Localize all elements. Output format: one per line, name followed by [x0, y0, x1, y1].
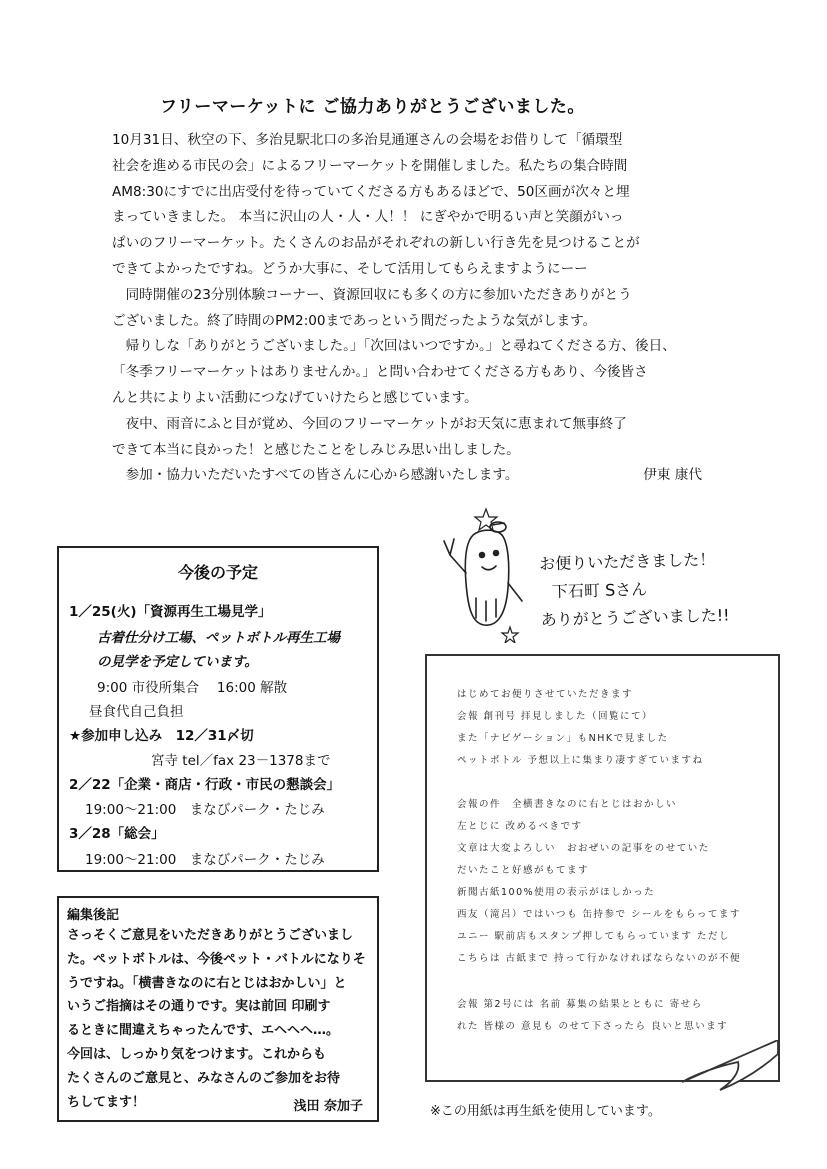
letter-line: 会報 第2号には 名前 募集の結果とともに 寄せら: [457, 999, 703, 1010]
schedule-item-1-date: 1／25(火)「資源再生工場見学」: [69, 604, 272, 620]
postscript-line: いうご指摘はその通りです。実は前回 印刷す: [67, 999, 331, 1015]
schedule-item-2-date: 2／22「企業・商店・行政・市民の懇談会」: [69, 777, 341, 793]
postscript-title: 編集後記: [67, 908, 120, 923]
article-line: 同時開催の23分別体験コーナー、資源回収にも多くの方に参加いただきありがとう: [112, 286, 632, 303]
article-line: できて本当に良かった！と感じたことをしみじみ思い出しました。: [112, 441, 520, 458]
postscript-line: うですね。「横書きなのに右とじはおかしい」と: [67, 975, 347, 991]
page-curl-icon: [680, 1040, 780, 1100]
schedule-box: [57, 546, 379, 872]
schedule-item-1-time: 9:00 市役所集合 16:00 解散: [97, 680, 288, 696]
letter-line: 文章は大変よろしい おおぜいの記事をのせていた: [457, 843, 710, 854]
article-line: 「冬季フリーマーケットはありませんか。」と問い合わせてくださる方もあり、今後皆さ: [112, 364, 648, 381]
reader-letter: [425, 654, 780, 1082]
postscript-line: るときに間違えちゃったんです、エヘヘヘ…。: [67, 1023, 339, 1039]
postscript-body: [67, 924, 373, 1114]
letter-line: はじめてお便りさせていただきます: [457, 689, 634, 700]
article-line: んと共によりよい活動につなげていけたらと感じています。: [112, 389, 478, 406]
article-author: 伊東 康代: [643, 467, 702, 484]
letter-line: 西友（滝呂）ではいつも 缶持参で シールをもらってます: [457, 909, 741, 920]
bottle-mascot-icon: [436, 503, 536, 643]
letter-line: 新聞古紙100%使用の表示がほしかった: [457, 887, 656, 898]
article-title: フリーマーケットに ご協力ありがとうございました。: [160, 97, 585, 117]
article-line: ございました。終了時間のPM2:00まであっという間だったような気がします。: [112, 312, 597, 329]
schedule-contact: 宮寺 tel／fax 23－1378まで: [151, 753, 331, 769]
article-line: まっていきました。 本当に沢山の人・人・人！！ にぎやかで明るい声と笑顔がいっ: [112, 209, 624, 226]
letter-line: ペットボトル 予想以上に集まり凄すぎていますね: [457, 755, 704, 766]
postscript-line: ちしてます！: [67, 1094, 146, 1110]
article-line: できてよかったですね。どうか大事に、そして活用してもらえますようにーー: [112, 260, 588, 277]
article-body: [112, 128, 732, 489]
article-line: 夜中、雨音にふと目が覚め、今回のフリーマーケットがお天気に恵まれて無事終了: [112, 415, 627, 432]
article-line: 10月31日、秋空の下、多治見駅北口の多治見通運さんの会場をお借りして「循環型: [112, 132, 623, 148]
schedule-item-1-desc: 古着仕分け工場、ペットボトル再生工場: [97, 630, 340, 646]
mail-heading-line: お便りいただきました！: [539, 549, 716, 574]
article-closing: 参加・協力いただいたすべての皆さんに心から感謝いたします。: [112, 467, 519, 484]
schedule-item-1-lunch: 昼食代自己負担: [89, 704, 184, 720]
letter-line: だいたこと好感がもてます: [457, 865, 590, 876]
letter-line: れた 皆様の 意見も のせて下さったら 良いと思います: [457, 1021, 729, 1032]
postscript-author: 浅田 奈加子: [293, 1099, 363, 1114]
postscript-line: 今回は、しっかり気をつけます。これからも: [67, 1046, 326, 1062]
schedule-item-3-time: 19:00～21:00 まなびパーク・たじみ: [85, 852, 325, 868]
letter-line: こちらは 古紙まで 持って行かなければならないのが不便: [457, 953, 742, 964]
recycled-paper-note: ※この用紙は再生紙を使用しています。: [430, 1104, 661, 1119]
letter-line: 会報 創刊号 拝見しました（回覧にて）: [457, 711, 654, 722]
schedule-item-3-date: 3／28「総会」: [69, 826, 165, 842]
letter-line: また「ナビゲーション」もNHKで見ました: [457, 733, 669, 744]
schedule-item-1-desc: の見学を予定しています。: [97, 654, 258, 670]
letter-line: 左とじに 改めるべきです: [457, 821, 583, 832]
mail-heading-line: ありがとうございました!!: [540, 605, 730, 630]
postscript-line: さっそくご意見をいただきありがとうございまし: [67, 928, 354, 943]
article-line: AM8:30にすでに出店受付を待っていてくださる方もあるほどで、50区画が次々と埋: [112, 183, 630, 200]
article-line: 帰りしな「ありがとうございました。」「次回はいつですか。」と尋ねてくださる方、後日、: [112, 338, 676, 355]
mail-heading-line: 下石町 Sさん: [551, 579, 648, 602]
postscript-line: たくさんのご意見と、みなさんのご参加をお待: [67, 1070, 341, 1086]
postscript-line: た。ペットボトルは、今後ペット・バトルになりそ: [67, 951, 366, 967]
schedule-title: 今後の予定: [177, 563, 258, 582]
article-closing-row: [112, 463, 732, 489]
letter-line: 会報の件 全横書きなのに右とじはおかしい: [457, 799, 678, 810]
schedule-item-2-time: 19:00～21:00 まなびパーク・たじみ: [85, 802, 325, 818]
article-line: ぱいのフリーマーケット。たくさんのお品がそれぞれの新しい行き先を見つけることが: [112, 235, 640, 252]
editor-postscript-box: [57, 896, 379, 1122]
article-line: 社会を進める市民の会」によるフリーマーケットを開催しました。私たちの集合時間: [112, 157, 628, 174]
mail-heading: [539, 546, 730, 635]
schedule-apply: ★参加申し込み 12／31〆切: [69, 728, 254, 744]
letter-line: ユニー 駅前店もスタンプ押してもらっています ただし: [457, 931, 731, 942]
